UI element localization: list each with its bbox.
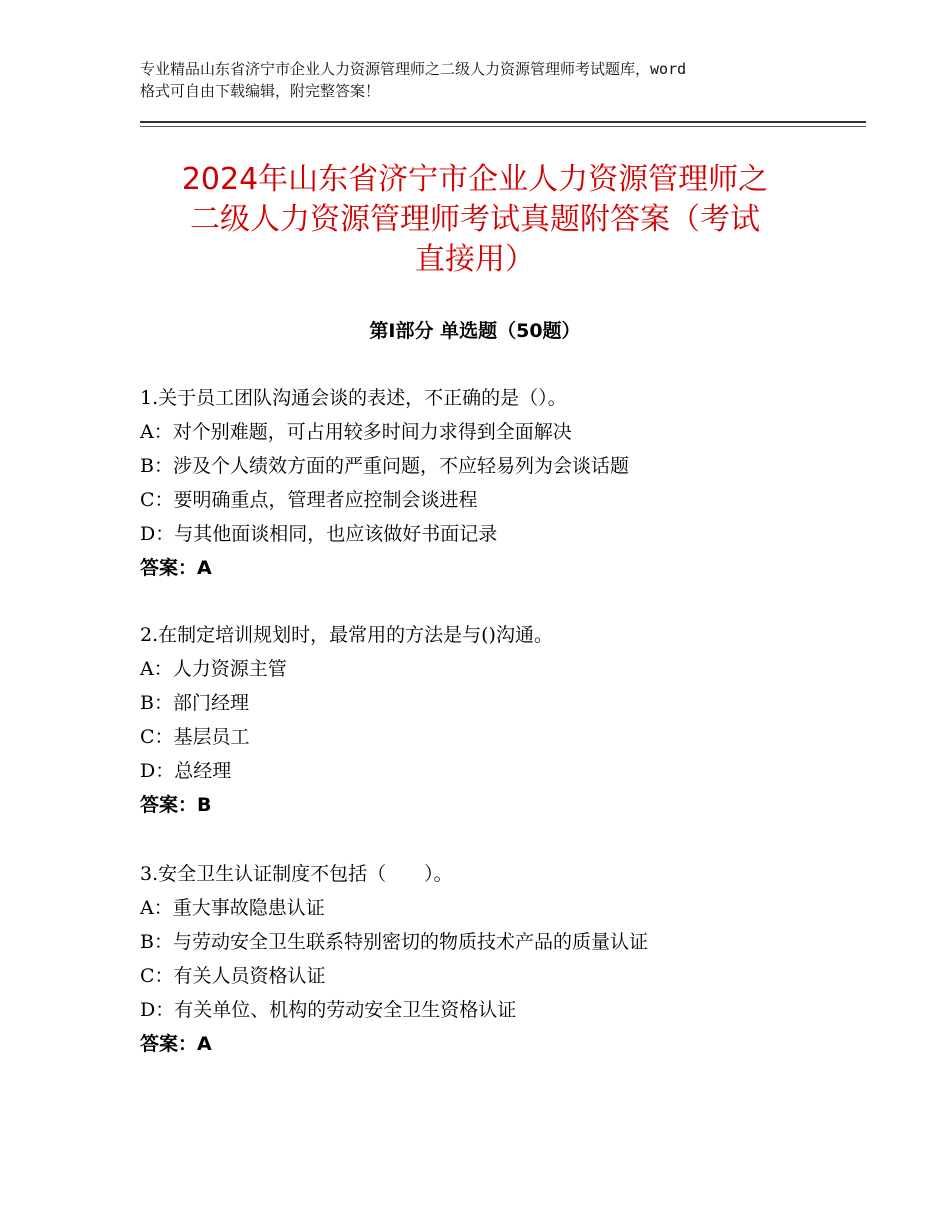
option-d: D：有关单位、机构的劳动安全卫生资格认证 bbox=[140, 999, 517, 1021]
document-title bbox=[120, 160, 830, 280]
answer-label: 答案：B bbox=[140, 794, 212, 816]
option-c: C：有关人员资格认证 bbox=[140, 965, 326, 987]
header-rule-thin bbox=[140, 126, 866, 127]
header-note bbox=[140, 58, 830, 102]
option-b: B：涉及个人绩效方面的严重问题，不应轻易列为会谈话题 bbox=[140, 455, 629, 477]
option-c: C：基层员工 bbox=[140, 726, 250, 748]
header-note-line-2: 格式可自由下载编辑，附完整答案！ bbox=[140, 82, 381, 100]
section-title: 第Ⅰ部分 单选题（50题） bbox=[369, 320, 581, 342]
option-a: A：重大事故隐患认证 bbox=[140, 897, 325, 919]
title-line-3: 直接用） bbox=[415, 242, 535, 277]
option-c: C：要明确重点，管理者应控制会谈进程 bbox=[140, 489, 478, 511]
option-b: B：与劳动安全卫生联系特别密切的物质技术产品的质量认证 bbox=[140, 931, 648, 953]
question-1 bbox=[140, 381, 840, 585]
title-line-1: 2024年山东省济宁市企业人力资源管理师之 bbox=[181, 162, 769, 197]
option-a: A：对个别难题，可占用较多时间力求得到全面解决 bbox=[140, 421, 572, 443]
option-b: B：部门经理 bbox=[140, 692, 249, 714]
option-a: A：人力资源主管 bbox=[140, 658, 287, 680]
header-rule-thick bbox=[140, 121, 866, 123]
header-note-line-1: 专业精品山东省济宁市企业人力资源管理师之二级人力资源管理师考试题库，word bbox=[140, 60, 687, 78]
question-2 bbox=[140, 618, 840, 822]
answer-label: 答案：A bbox=[140, 1033, 212, 1055]
question-stem: 3.安全卫生认证制度不包括（ ）。 bbox=[140, 863, 453, 885]
option-d: D：与其他面谈相同，也应该做好书面记录 bbox=[140, 523, 498, 545]
question-stem: 2.在制定培训规划时，最常用的方法是与()沟通。 bbox=[140, 624, 553, 646]
title-line-2: 二级人力资源管理师考试真题附答案（考试 bbox=[190, 202, 760, 237]
answer-label: 答案：A bbox=[140, 557, 212, 579]
option-d: D：总经理 bbox=[140, 760, 232, 782]
question-stem: 1.关于员工团队沟通会谈的表述，不正确的是（）。 bbox=[140, 387, 567, 409]
question-3 bbox=[140, 857, 840, 1061]
